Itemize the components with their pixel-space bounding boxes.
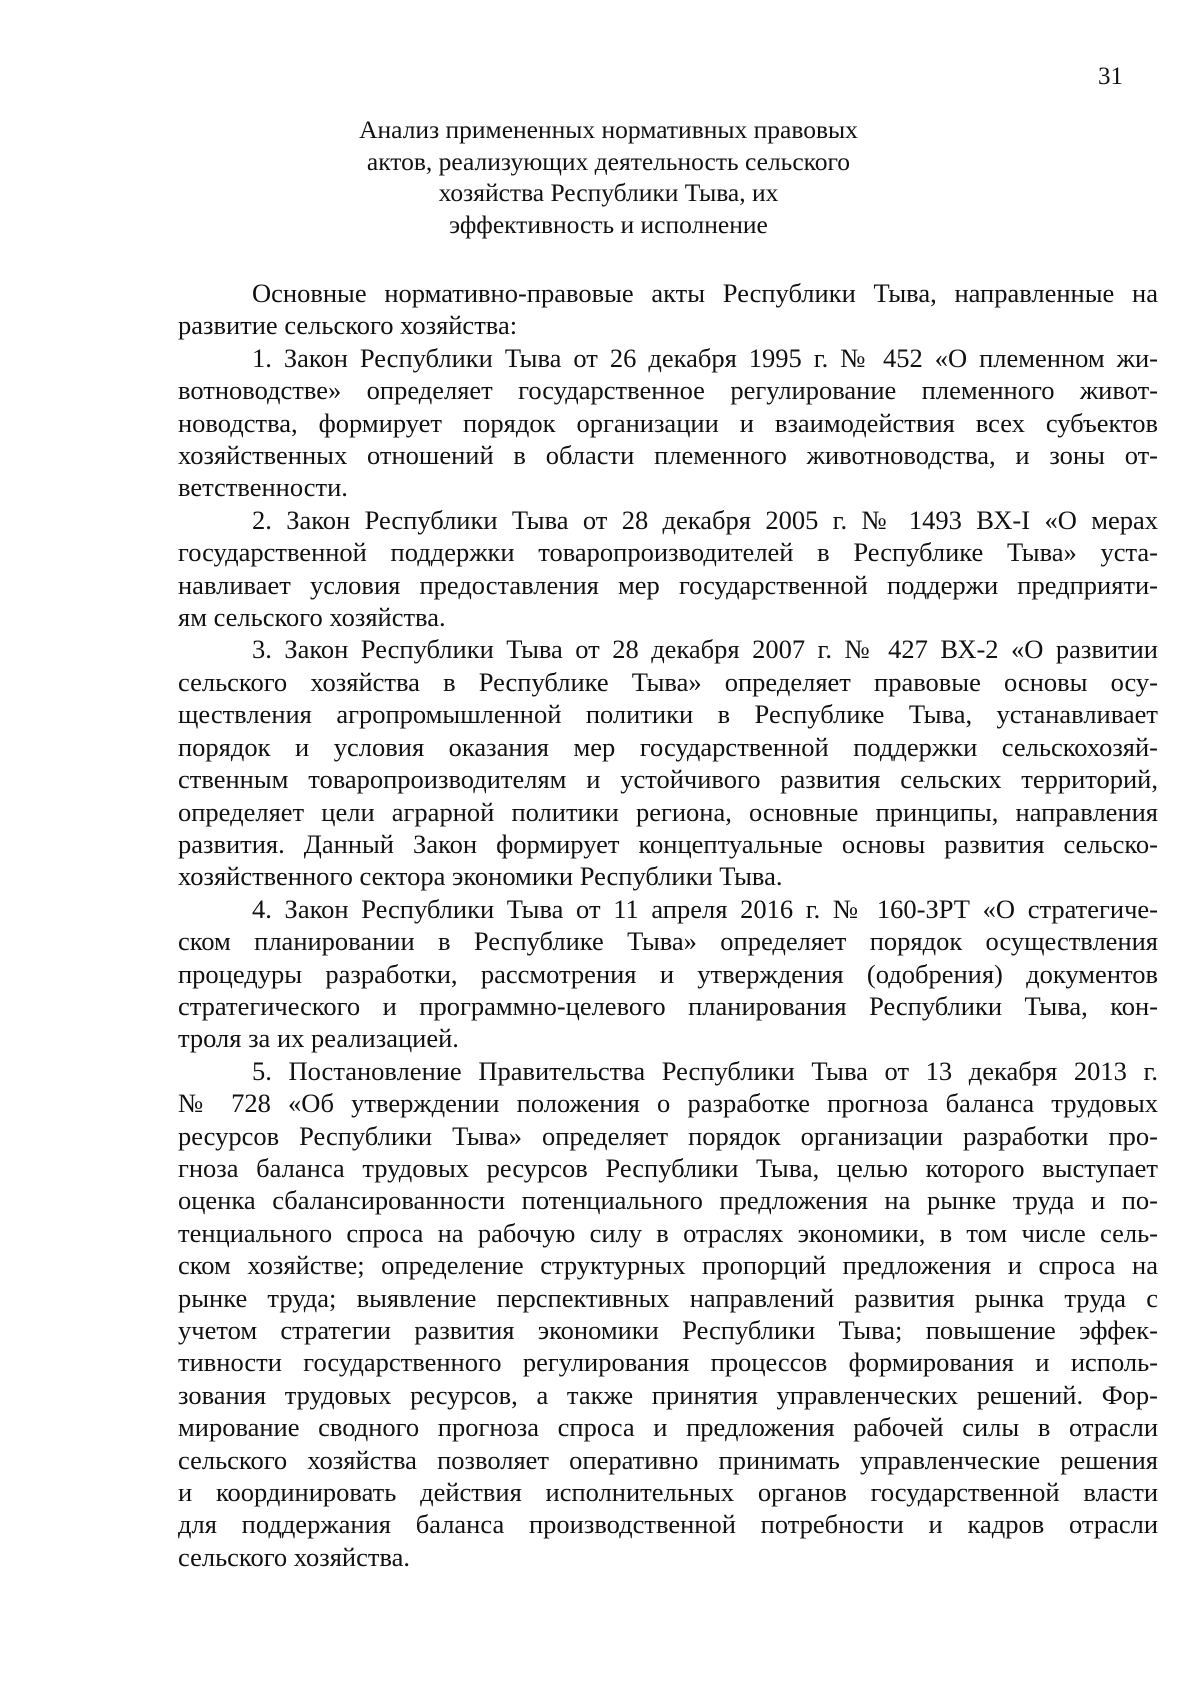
paragraph-line: процедуры разработки, рассмотрения и утверждения (одобрения) документов	[178, 958, 1158, 989]
paragraph-line: ществления агропромышленной политики в Республике Тыва, устанавливает	[178, 699, 1158, 730]
paragraph-line: определяет цели аграрной политики региона, основные принципы, направления	[178, 796, 1158, 827]
paragraph-line: гноза баланса трудовых ресурсов Республики Тыва, целью которого выступает	[178, 1152, 1158, 1183]
paragraph-line: мирование сводного прогноза спроса и предложения рабочей силы в отрасли	[178, 1412, 1158, 1443]
title-line: хозяйства Республики Тыва, их	[438, 178, 779, 207]
paragraph-line: зования трудовых ресурсов, а также принятия управленческих решений. Фор-	[178, 1379, 1158, 1410]
page-number: 31	[1098, 63, 1123, 90]
paragraph-line: для поддержания баланса производственной потребности и кадров отрасли	[178, 1509, 1158, 1540]
paragraph	[178, 1055, 1158, 1574]
paragraph-line: тивности государственного регулирования процессов формирования и исполь-	[178, 1347, 1158, 1378]
title-line: эффективность и исполнение	[449, 209, 768, 239]
paragraph-line: развития. Данный Закон формирует концептуальные основы развития сельско-	[178, 828, 1158, 859]
paragraph	[178, 342, 1158, 504]
title-line: Анализ примененных нормативных правовых	[359, 115, 858, 144]
paragraph-line: 3. Закон Республики Тыва от 28 декабря 2007 г. № 427 ВХ-2 «О развитии	[252, 634, 1158, 665]
paragraph-line: № 728 «Об утверждении положения о разработке прогноза баланса трудовых	[178, 1088, 1158, 1119]
paragraph-line: ям сельского хозяйства.	[178, 602, 446, 633]
paragraph-line: троля за их реализацией.	[178, 1023, 459, 1054]
paragraph	[178, 277, 1158, 342]
paragraph-line: стратегического и программно-целевого планирования Республики Тыва, кон-	[178, 990, 1158, 1021]
paragraph	[178, 504, 1158, 634]
paragraph-line: рынке труда; выявление перспективных направлений развития рынка труда с	[178, 1282, 1158, 1313]
paragraph-line: 4. Закон Республики Тыва от 11 апреля 2016 г. № 160-ЗРТ «О стратегиче-	[252, 893, 1158, 924]
paragraph	[178, 633, 1158, 892]
paragraph-line: 2. Закон Республики Тыва от 28 декабря 2005 г. № 1493 ВХ-I «О мерах	[252, 504, 1158, 535]
paragraph-line: оценка сбалансированности потенциального предложения на рынке труда и по-	[178, 1185, 1158, 1216]
paragraph-line: сельского хозяйства в Республике Тыва» определяет правовые основы осу-	[178, 666, 1158, 697]
paragraph-line: вотноводстве» определяет государственное регулирование племенного живот-	[178, 375, 1158, 406]
paragraph-line: новодства, формирует порядок организации и взаимодействия всех субъектов	[178, 407, 1158, 438]
paragraph-line: и координировать действия исполнительных органов государственной власти	[178, 1477, 1158, 1508]
paragraph-line: развитие сельского хозяйства:	[178, 310, 518, 341]
paragraph-line: ском планировании в Республике Тыва» определяет порядок осуществления	[178, 926, 1158, 957]
paragraph-line: хозяйственных отношений в области племенного животноводства, и зоны от-	[178, 440, 1158, 471]
paragraph-line: государственной поддержки товаропроизводителей в Республике Тыва» уста-	[178, 537, 1158, 568]
paragraph-line: порядок и условия оказания мер государственной поддержки сельскохозяй-	[178, 731, 1158, 762]
paragraph-line: ственным товаропроизводителям и устойчивого развития сельских территорий,	[178, 764, 1158, 795]
paragraph-line: навливает условия предоставления мер государственной поддержи предприяти-	[178, 569, 1158, 600]
document-title	[0, 114, 1200, 240]
document-body	[178, 277, 1158, 1573]
paragraph-line: ветственности.	[178, 472, 348, 503]
paragraph-line: ском хозяйстве; определение структурных пропорций предложения и спроса на	[178, 1250, 1158, 1281]
paragraph-line: хозяйственного сектора экономики Республики Тыва.	[178, 861, 783, 892]
paragraph-line: ресурсов Республики Тыва» определяет порядок организации разработки про-	[178, 1120, 1158, 1151]
paragraph-line: учетом стратегии развития экономики Республики Тыва; повышение эффек-	[178, 1315, 1158, 1345]
paragraph-line: 1. Закон Республики Тыва от 26 декабря 1995 г. № 452 «О племенном жи-	[252, 342, 1158, 373]
paragraph-line: 5. Постановление Правительства Республики Тыва от 13 декабря 2013 г.	[252, 1055, 1158, 1086]
title-line: актов, реализующих деятельность сельского	[366, 146, 851, 176]
paragraph-line: сельского хозяйства позволяет оперативно принимать управленческие решения	[178, 1444, 1158, 1475]
paragraph-line: сельского хозяйства.	[178, 1541, 411, 1572]
paragraph-line: тенциального спроса на рабочую силу в отраслях экономики, в том числе сель-	[178, 1217, 1158, 1248]
paragraph-line: Основные нормативно-правовые акты Республики Тыва, направленные на	[252, 278, 1158, 308]
paragraph	[178, 893, 1158, 1055]
